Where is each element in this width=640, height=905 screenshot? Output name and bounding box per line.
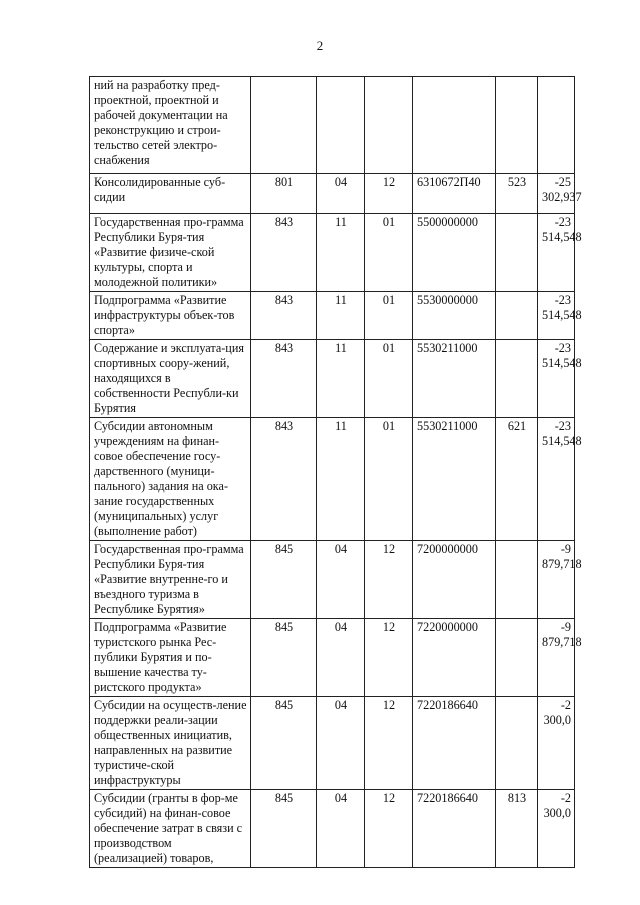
section-cell: 11 — [317, 418, 365, 541]
expense-type-cell — [496, 619, 538, 697]
amount-cell: -23 514,548 — [538, 340, 575, 418]
grbs-cell: 801 — [251, 174, 317, 214]
row-name-cell: Субсидии автономным учреждениям на финан-совое обеспечение госу-дарственного (муници-пального) задания на ока-зание государственных (муниципальных) услуг (выполнение работ) — [90, 418, 251, 541]
expense-type-cell — [496, 697, 538, 790]
expense-type-cell: 523 — [496, 174, 538, 214]
row-name-cell: ний на разработку пред-проектной, проектной и рабочей документации на реконструкцию и строи-тельство сетей электро-снабжения — [90, 77, 251, 174]
expense-type-cell — [496, 541, 538, 619]
section-cell: 11 — [317, 214, 365, 292]
amount-cell: -2 300,0 — [538, 697, 575, 790]
section-cell: 04 — [317, 541, 365, 619]
amount-cell: -23 514,548 — [538, 292, 575, 340]
amount-cell: -2 300,0 — [538, 790, 575, 868]
target-article-cell: 7200000000 — [413, 541, 496, 619]
section-cell — [317, 77, 365, 174]
expense-type-cell — [496, 340, 538, 418]
row-name-cell: Субсидии на осуществ-ление поддержки реали-зации общественных инициатив, направленных на развитие туристиче-ской инфраструктуры — [90, 697, 251, 790]
amount-cell: -9 879,718 — [538, 619, 575, 697]
subsection-cell: 01 — [365, 214, 413, 292]
target-article-cell: 6310672П40 — [413, 174, 496, 214]
target-article-cell: 5500000000 — [413, 214, 496, 292]
subsection-cell: 01 — [365, 292, 413, 340]
row-name-cell: Содержание и эксплуата-ция спортивных соору-жений, находящихся в собственности Республи-ки Бурятия — [90, 340, 251, 418]
table-row — [90, 790, 575, 868]
row-name-cell: Субсидии (гранты в фор-ме субсидий) на финан-совое обеспечение затрат в связи с производством (реализацией) товаров, — [90, 790, 251, 868]
subsection-cell: 12 — [365, 619, 413, 697]
target-article-cell: 7220186640 — [413, 790, 496, 868]
row-name-cell: Подпрограмма «Развитие туристского рынка Рес-публики Бурятия и по-вышение качества ту-ристского продукта» — [90, 619, 251, 697]
target-article-cell — [413, 77, 496, 174]
amount-cell: -25 302,937 — [538, 174, 575, 214]
subsection-cell: 12 — [365, 790, 413, 868]
subsection-cell: 12 — [365, 697, 413, 790]
row-name-cell: Подпрограмма «Развитие инфраструктуры объек-тов спорта» — [90, 292, 251, 340]
target-article-cell: 7220186640 — [413, 697, 496, 790]
expense-type-cell — [496, 77, 538, 174]
row-name-cell: Государственная про-грамма Республики Буря-тия «Развитие внутренне-го и въездного туризма в Республике Бурятия» — [90, 541, 251, 619]
budget-table-body — [90, 77, 582, 868]
budget-table — [89, 76, 582, 868]
expense-type-cell — [496, 214, 538, 292]
grbs-cell: 845 — [251, 697, 317, 790]
section-cell: 11 — [317, 292, 365, 340]
target-article-cell: 5530000000 — [413, 292, 496, 340]
table-row — [90, 292, 575, 340]
amount-cell: -9 879,718 — [538, 541, 575, 619]
grbs-cell: 843 — [251, 340, 317, 418]
grbs-cell — [251, 77, 317, 174]
row-name-cell: Государственная про-грамма Республики Буря-тия «Развитие физиче-ской культуры, спорта и молодежной политики» — [90, 214, 251, 292]
subsection-cell: 01 — [365, 340, 413, 418]
expense-type-cell: 813 — [496, 790, 538, 868]
amount-cell — [538, 77, 575, 174]
grbs-cell: 843 — [251, 292, 317, 340]
grbs-cell: 845 — [251, 619, 317, 697]
section-cell: 04 — [317, 619, 365, 697]
subsection-cell: 12 — [365, 174, 413, 214]
grbs-cell: 845 — [251, 541, 317, 619]
table-row — [90, 541, 575, 619]
subsection-cell — [365, 77, 413, 174]
amount-cell: -23 514,548 — [538, 418, 575, 541]
target-article-cell: 7220000000 — [413, 619, 496, 697]
section-cell: 04 — [317, 697, 365, 790]
grbs-cell: 843 — [251, 418, 317, 541]
target-article-cell: 5530211000 — [413, 340, 496, 418]
subsection-cell: 01 — [365, 418, 413, 541]
table-row — [90, 697, 575, 790]
grbs-cell: 843 — [251, 214, 317, 292]
subsection-cell: 12 — [365, 541, 413, 619]
table-row — [90, 340, 575, 418]
page-number: 2 — [316, 38, 324, 53]
section-cell: 11 — [317, 340, 365, 418]
row-name-cell: Консолидированные суб-сидии — [90, 174, 251, 214]
expense-type-cell: 621 — [496, 418, 538, 541]
table-row — [90, 619, 575, 697]
target-article-cell: 5530211000 — [413, 418, 496, 541]
expense-type-cell — [496, 292, 538, 340]
section-cell: 04 — [317, 174, 365, 214]
table-row — [90, 214, 575, 292]
section-cell: 04 — [317, 790, 365, 868]
table-row — [90, 418, 575, 541]
grbs-cell: 845 — [251, 790, 317, 868]
table-row — [90, 174, 575, 214]
amount-cell: -23 514,548 — [538, 214, 575, 292]
table-row — [90, 77, 575, 174]
